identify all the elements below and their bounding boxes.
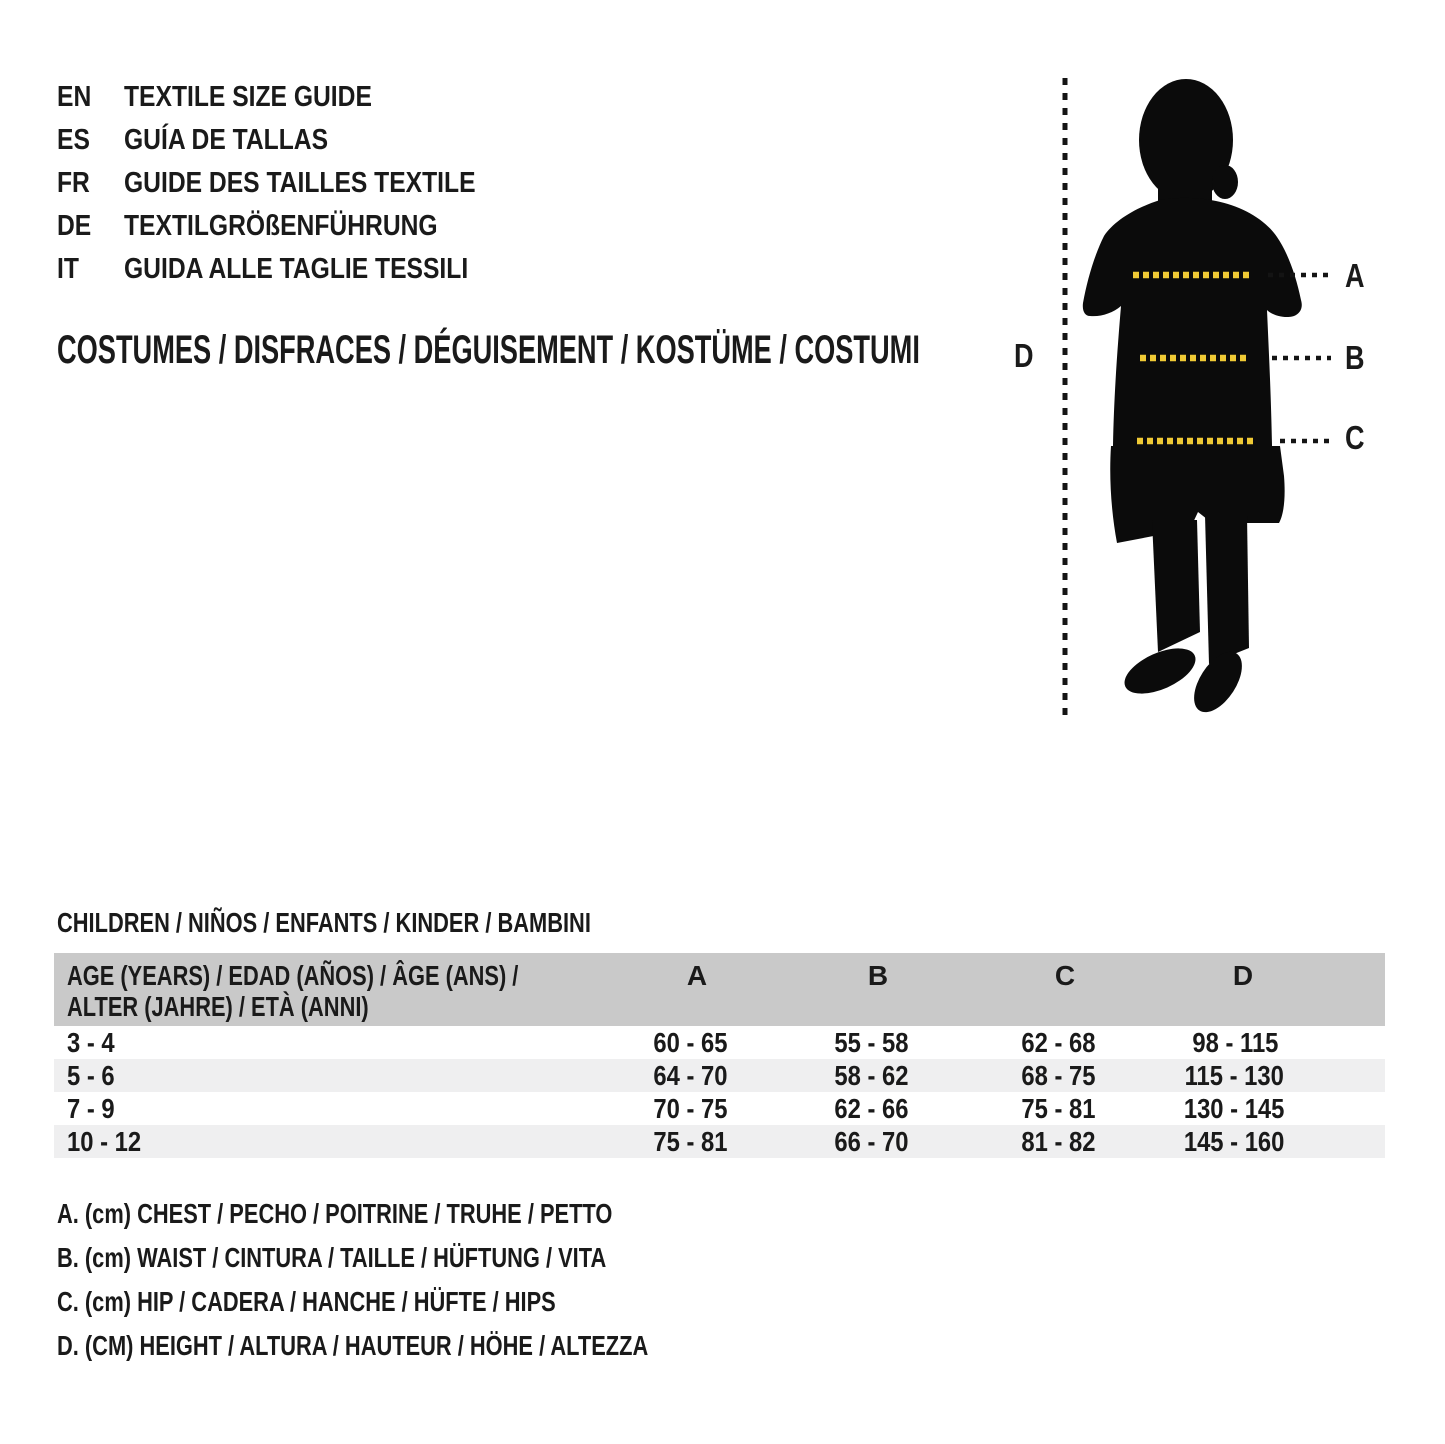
child-silhouette: [1083, 79, 1302, 720]
language-row-de: [57, 205, 538, 248]
legend-item-height: D. (CM) HEIGHT / ALTURA / HAUTEUR / HÖHE / ALTEZZA: [57, 1330, 649, 1361]
language-title-list: [57, 76, 538, 291]
chest-cell: 64 - 70: [653, 1060, 728, 1091]
column-header-chest: A: [686, 960, 708, 991]
waist-cell: 58 - 62: [834, 1060, 909, 1091]
height-cell: 98 - 115: [1192, 1027, 1279, 1058]
category-title: COSTUMES / DISFRACES / DÉGUISEMENT / KOSTÜME / COSTUMI: [57, 328, 920, 372]
language-guide-title: TEXTILGRÖßENFÜHRUNG: [124, 210, 438, 242]
age-range-cell: 7 - 9: [67, 1093, 115, 1124]
language-guide-title: TEXTILE SIZE GUIDE: [124, 81, 372, 113]
measurement-legend: [57, 1192, 815, 1368]
measure-label-waist: B: [1345, 339, 1365, 376]
size-table-header: [54, 953, 1385, 1026]
age-range-cell: 10 - 12: [67, 1126, 142, 1157]
chest-cell: 60 - 65: [653, 1027, 728, 1058]
age-range-cell: 5 - 6: [67, 1060, 115, 1091]
language-code: DE: [57, 210, 92, 242]
measure-label-height: D: [1014, 337, 1034, 374]
column-header-waist: B: [867, 960, 889, 991]
language-code: FR: [57, 167, 90, 199]
language-row-es: [57, 119, 538, 162]
chest-cell: 70 - 75: [653, 1093, 728, 1124]
waist-cell: 62 - 66: [834, 1093, 909, 1124]
language-row-en: [57, 76, 538, 119]
hip-cell: 62 - 68: [1021, 1027, 1096, 1058]
language-code: EN: [57, 81, 92, 113]
child-silhouette-figure: [1000, 60, 1445, 740]
language-guide-title: GUÍA DE TALLAS: [124, 124, 329, 156]
table-row: [54, 1026, 1385, 1059]
waist-cell: 66 - 70: [834, 1126, 909, 1157]
children-section-title: CHILDREN / NIÑOS / ENFANTS / KINDER / BAMBINI: [57, 907, 591, 938]
height-cell: 130 - 145: [1183, 1093, 1285, 1124]
table-row: [54, 1059, 1385, 1092]
language-code: ES: [57, 124, 90, 156]
table-row: [54, 1125, 1385, 1158]
column-header-height: D: [1232, 960, 1254, 991]
table-row: [54, 1092, 1385, 1125]
age-range-cell: 3 - 4: [67, 1027, 115, 1058]
hip-cell: 68 - 75: [1021, 1060, 1096, 1091]
legend-item-waist: B. (cm) WAIST / CINTURA / TAILLE / HÜFTUNG / VITA: [57, 1242, 607, 1273]
hip-cell: 75 - 81: [1021, 1093, 1096, 1124]
column-header-hip: C: [1054, 960, 1076, 991]
language-row-it: [57, 248, 538, 291]
children-size-table: [54, 953, 1385, 1158]
age-column-label: AGE (YEARS) / EDAD (AÑOS) / ÂGE (ANS) / ALTER (JAHRE) / ETÀ (ANNI): [67, 960, 519, 1022]
child-silhouette-svg: [1000, 60, 1445, 740]
chest-cell: 75 - 81: [653, 1126, 728, 1157]
legend-item-hip: C. (cm) HIP / CADERA / HANCHE / HÜFTE / HIPS: [57, 1286, 556, 1317]
language-guide-title: GUIDA ALLE TAGLIE TESSILI: [124, 253, 469, 285]
hip-cell: 81 - 82: [1021, 1126, 1096, 1157]
language-code: IT: [57, 253, 79, 285]
measure-label-hip: C: [1345, 419, 1365, 456]
height-cell: 115 - 130: [1184, 1060, 1284, 1091]
height-cell: 145 - 160: [1183, 1126, 1285, 1157]
language-guide-title: GUIDE DES TAILLES TEXTILE: [124, 167, 476, 199]
language-row-fr: [57, 162, 538, 205]
waist-cell: 55 - 58: [834, 1027, 909, 1058]
measure-label-chest: A: [1345, 257, 1365, 294]
legend-item-chest: A. (cm) CHEST / PECHO / POITRINE / TRUHE / PETTO: [57, 1198, 613, 1229]
